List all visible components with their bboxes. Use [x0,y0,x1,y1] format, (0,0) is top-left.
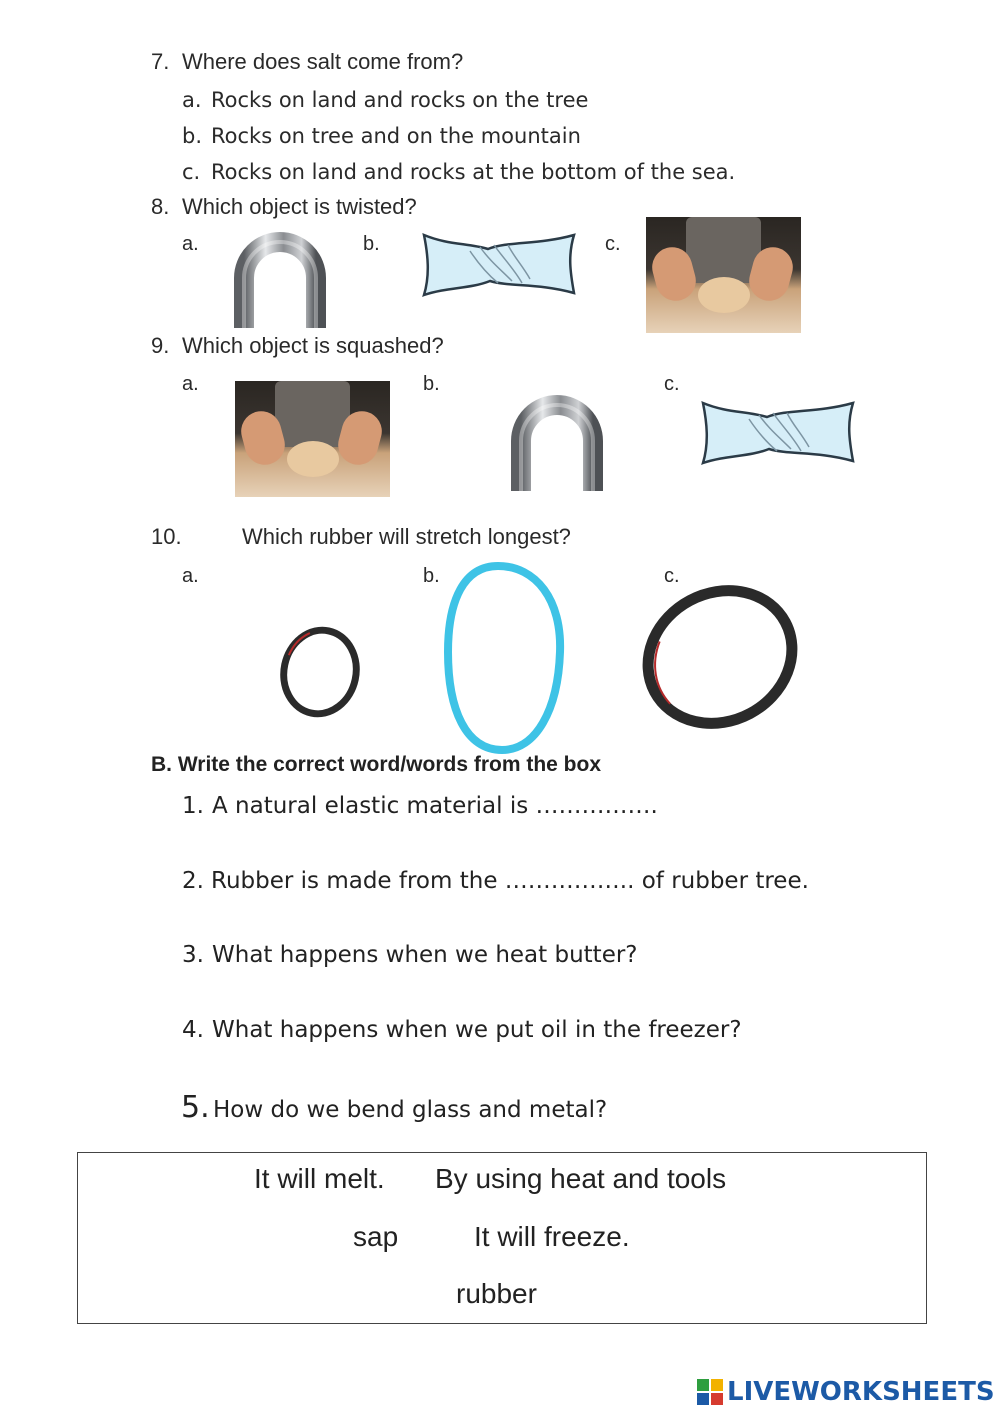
word-box [77,1152,927,1324]
q7-option-b[interactable]: Rocks on tree and on the mountain [211,124,581,148]
dough-shape [698,277,750,313]
q7-option-c-letter: c. [182,160,201,184]
b-item-1-text[interactable]: A natural elastic material is ……………. [212,793,658,819]
section-b-heading: B. Write the correct word/words from the box [151,753,602,776]
q10-option-a-letter: a. [182,565,199,587]
q10-number: 10. [151,524,182,549]
word-box-option-it-will-melt[interactable]: It will melt. [254,1163,385,1194]
b-item-5-number: 5. [181,1090,210,1125]
q9-question: Which object is squashed? [182,333,444,358]
logo-text: LIVEWORKSHEETS [727,1377,995,1407]
b-item-4-number: 4. [182,1017,204,1043]
q9-option-b-letter: b. [423,373,440,395]
q8-option-a-letter: a. [182,233,199,255]
q9-kneading-dough-photo[interactable] [235,381,390,497]
liveworksheets-logo[interactable] [697,1377,995,1407]
q7-option-a[interactable]: Rocks on land and rocks on the tree [211,88,589,112]
q9-twisted-cloth-image[interactable] [697,399,859,467]
b-item-2-text[interactable]: Rubber is made from the …………….. of rubber tree. [211,868,809,894]
q7-option-a-letter: a. [182,88,202,112]
q10-option-b-letter: b. [423,565,440,587]
q8-twisted-cloth-image[interactable] [418,231,580,299]
q8-bent-pipe-image[interactable] [228,230,332,330]
logo-mark-icon [697,1379,723,1405]
b-item-3-text[interactable]: What happens when we heat butter? [212,942,638,968]
b-item-3-number: 3. [182,942,204,968]
q9-bent-pipe-image[interactable] [505,393,609,493]
word-box-option-heat-and-tools[interactable]: By using heat and tools [435,1163,727,1194]
word-box-option-rubber[interactable]: rubber [456,1278,537,1309]
q9-option-a-letter: a. [182,373,199,395]
q7-number: 7. [151,49,170,74]
q10-option-c-letter: c. [664,565,680,587]
b-item-5-text[interactable]: How do we bend glass and metal? [213,1097,608,1123]
q8-kneading-dough-photo[interactable] [646,217,801,333]
q9-number: 9. [151,333,170,358]
q10-small-rubber-band-image[interactable] [272,622,368,720]
q7-option-c[interactable]: Rocks on land and rocks at the bottom of the sea. [211,160,736,184]
dough-shape [287,441,339,477]
word-box-option-sap[interactable]: sap [353,1221,399,1252]
b-item-4-text[interactable]: What happens when we put oil in the freezer? [212,1017,742,1043]
q10-large-rubber-band-image[interactable] [634,575,806,740]
q8-question: Which object is twisted? [182,194,417,219]
q8-option-c-letter: c. [605,233,621,255]
q10-long-rubber-band-image[interactable] [436,560,572,756]
word-box-option-it-will-freeze[interactable]: It will freeze. [474,1221,630,1252]
q7-option-b-letter: b. [182,124,203,148]
b-item-2-number: 2. [182,868,204,894]
q8-option-b-letter: b. [363,233,380,255]
b-item-1-number: 1. [182,793,204,819]
q7-question: Where does salt come from? [182,49,464,74]
q8-number: 8. [151,194,170,219]
q10-question: Which rubber will stretch longest? [242,524,571,549]
q9-option-c-letter: c. [664,373,680,395]
